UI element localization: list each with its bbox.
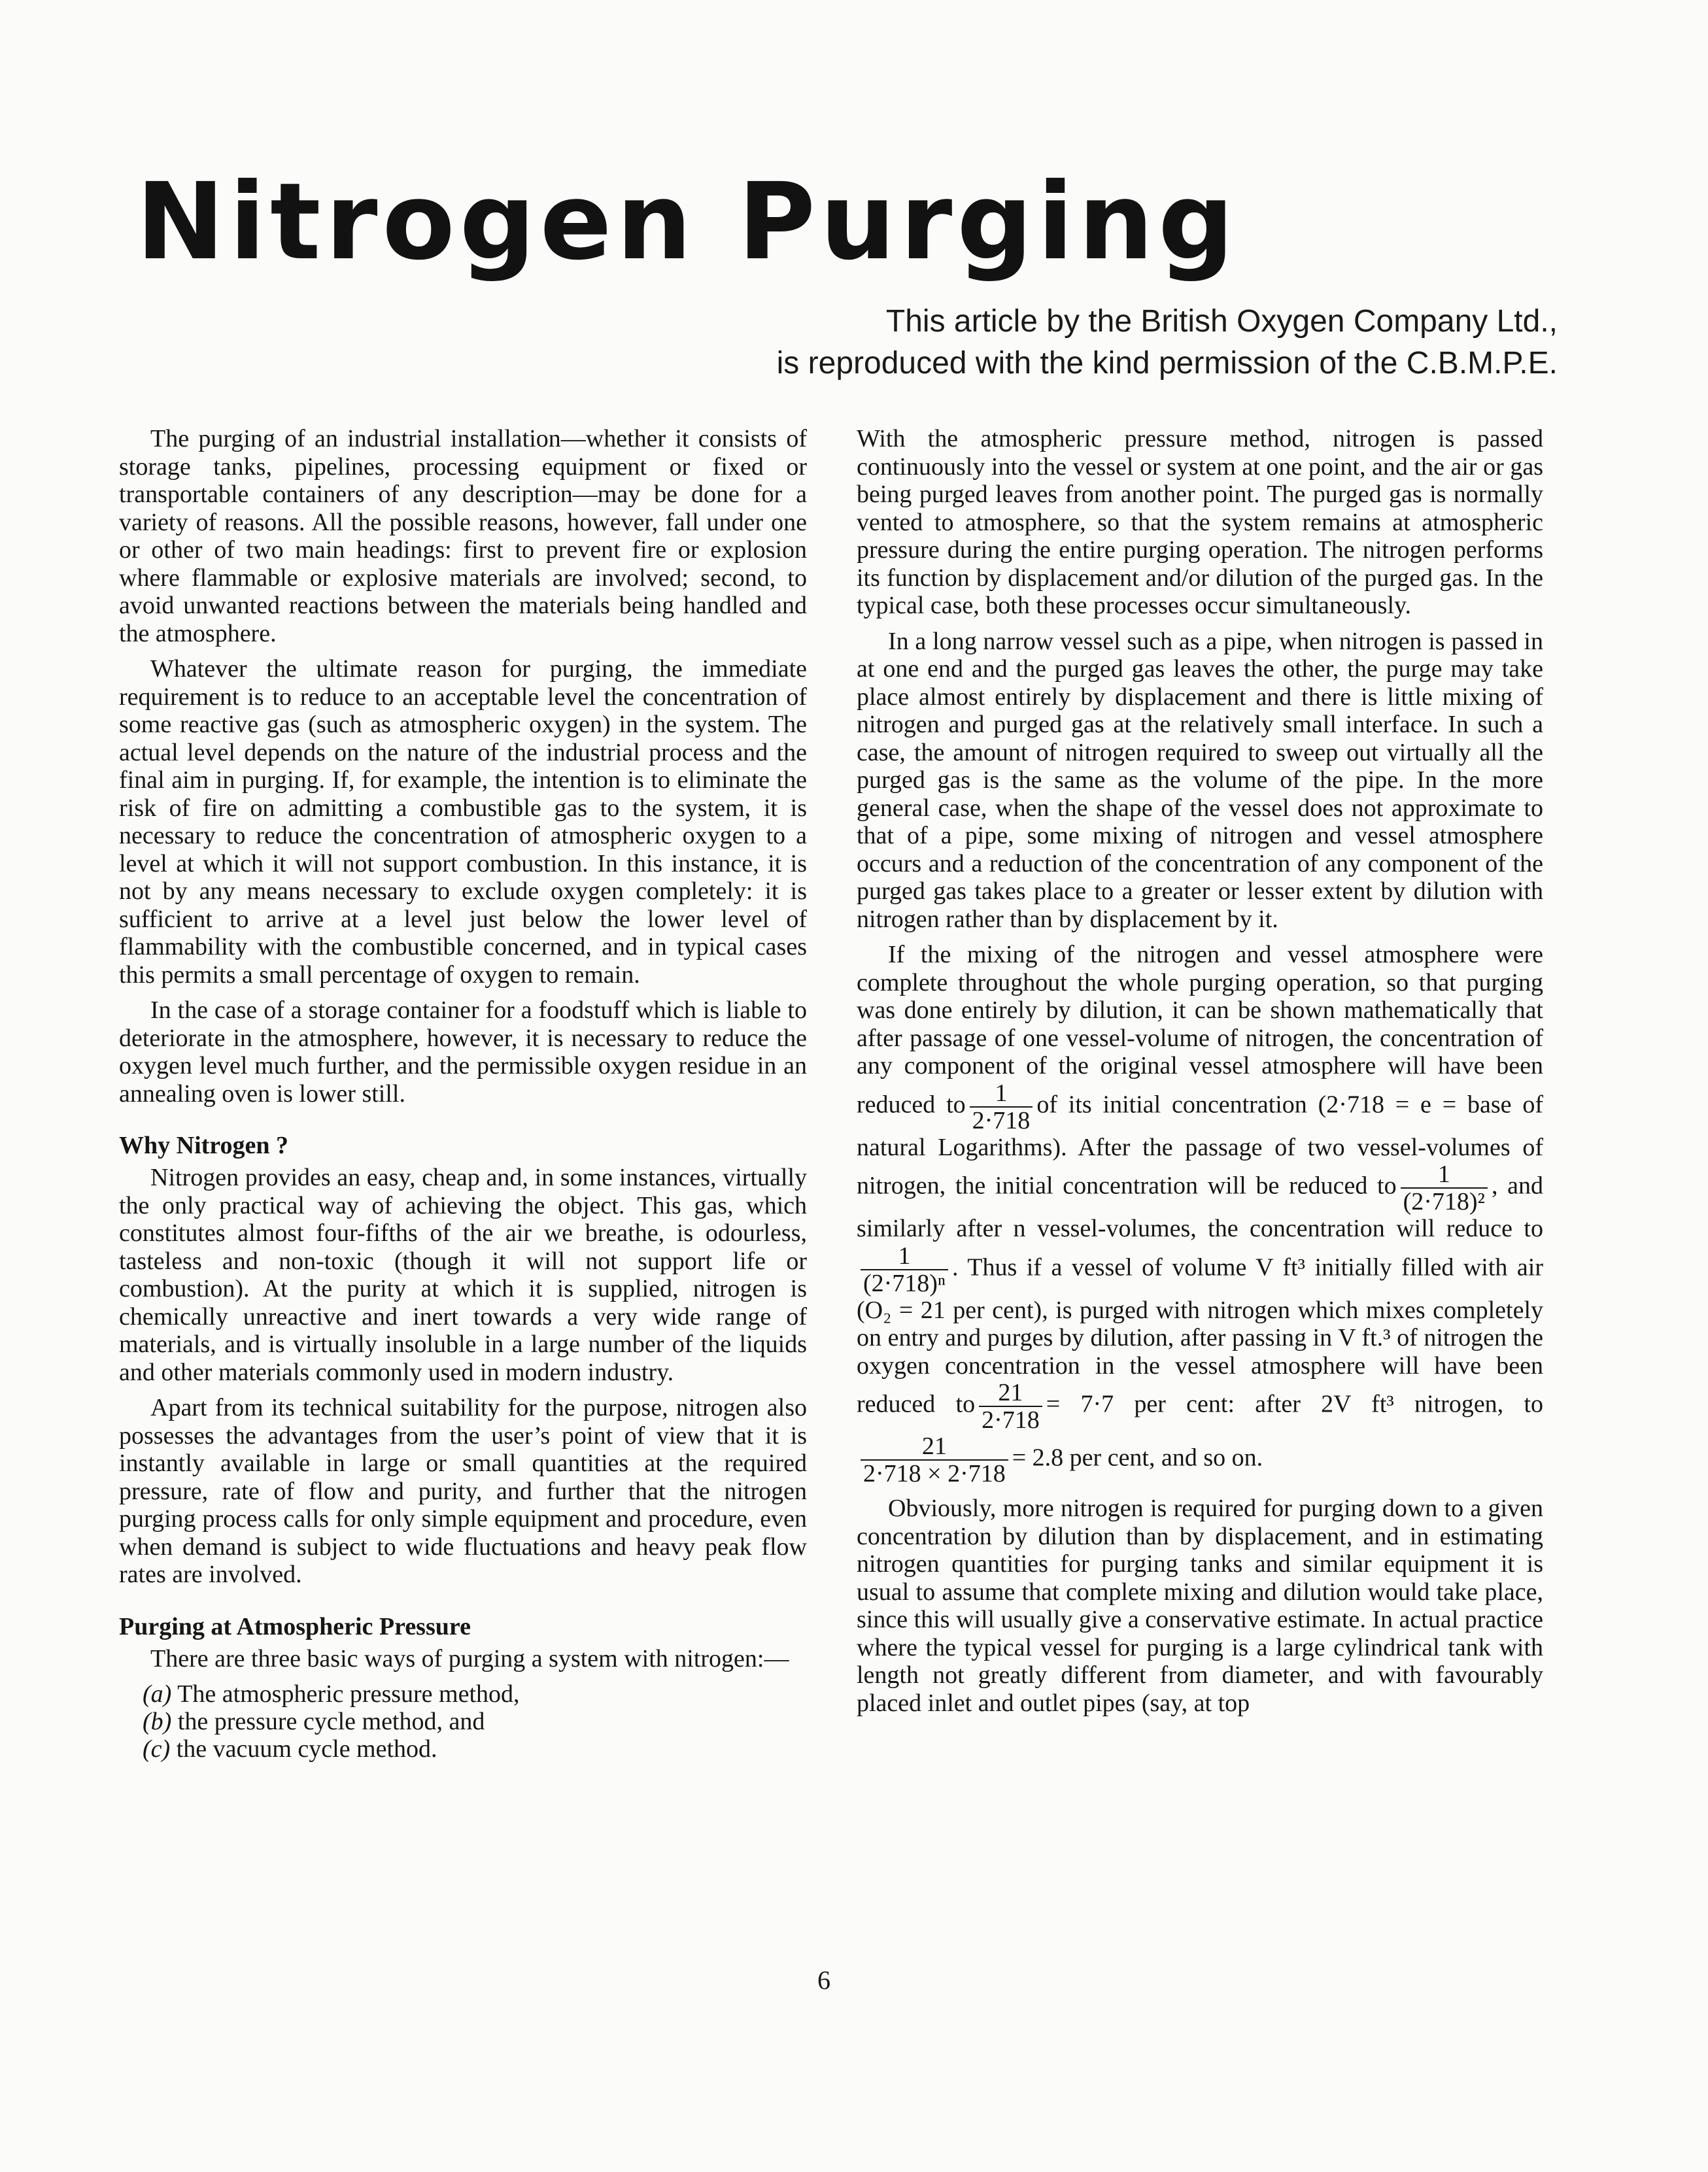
paragraph: Whatever the ultimate reason for purging, the immediate requirement is to reduce to an acceptable level the concentration of some reactive gas (such as atmospheric oxygen) in the system. The actual level depends on the nature of the industrial process and the final aim in purging. If, for example, the intention is to eliminate the risk of fire on admitting a combustible gas to the system, it is necessary to reduce the concentration of atmospheric oxygen to a level at which it will not support combustion. In this instance, it is not by any means necessary to exclude oxygen completely: it is sufficient to arrive at a level just below the lower level of flammability with the combustible concerned, and in typical cases this permits a small percentage of oxygen to remain. <box>119 655 807 989</box>
list-item <box>143 1708 807 1735</box>
fraction <box>970 1080 1033 1134</box>
paragraph: In the case of a storage container for a foodstuff which is liable to deteriorate in the atmosphere, however, it is necessary to reduce the oxygen level much further, and the permissible oxygen residue in an annealing oven is lower still. <box>119 996 807 1108</box>
fraction-numerator: 21 <box>861 1433 1008 1461</box>
fraction <box>1401 1161 1488 1215</box>
fraction-denominator: 2·718 <box>972 1106 1031 1134</box>
credit-line-2: is reproduced with the kind permission of the C.B.M.P.E. <box>776 346 1558 381</box>
list-item <box>143 1735 807 1763</box>
fraction-numerator: 21 <box>979 1380 1042 1407</box>
paragraph: Obviously, more nitrogen is required for purging down to a given concentration by dilution than by displacement, and in estimating nitrogen quantities for purging tanks and similar equipment it is usual to assume that complete mixing and dilution would take place, since this will usually give a conservative estimate. In actual practice where the typical vessel for purging is a large cylindrical tank with length not greatly different from diameter, and with favourably placed inlet and outlet pipes (say, at top <box>857 1495 1543 1717</box>
paragraph: The purging of an industrial installation—whether it consists of storage tanks, pipelines, processing equipment or fixed or transportable containers of any description—may be done for a variety of reasons. All the possible reasons, however, fall under one or other of two main headings: first to prevent fire or explosion where flammable or explosive materials are involved; second, to avoid unwanted reactions between the materials being handled and the atmosphere. <box>119 425 807 647</box>
section-heading-why-nitrogen: Why Nitrogen ? <box>119 1132 288 1159</box>
list-item <box>143 1680 807 1708</box>
article-title: Nitrogen Purging <box>136 161 1239 284</box>
list-marker: (c) <box>143 1735 171 1763</box>
paragraph: Nitrogen provides an easy, cheap and, in some instances, virtually the only practical way of achieving the object. This gas, which constitutes almost four-fifths of the air we breathe, is odourless, tasteless and non-toxic (though it will not support life or combustion). At the purity at which it is supplied, nitrogen is chemically unreactive and inert towards a very wide range of materials, and is virtually insoluble in a large number of the liquids and other materials commonly used in modern industry. <box>119 1164 807 1386</box>
paragraph: There are three basic ways of purging a system with nitrogen:— <box>150 1644 789 1672</box>
method-list <box>119 1680 807 1763</box>
list-item-text: The atmospheric pressure method, <box>171 1680 520 1708</box>
right-column <box>857 425 1543 1725</box>
text-run: = 7·7 per cent: after 2V ft³ nitrogen, to <box>1046 1390 1544 1418</box>
fraction-denominator: (2·718)ⁿ <box>863 1269 946 1297</box>
paragraph: With the atmospheric pressure method, nitrogen is passed continuously into the vessel or system at one point, and the air or gas being purged leaves from another point. The purged gas is normally vented to atmosphere, so that the system remains at atmospheric pressure during the entire purging operation. The nitrogen performs its function by displacement and/or dilution of the purged gas. In the typical case, both these processes occur simultaneously. <box>857 425 1543 619</box>
fraction-denominator: 2·718 <box>982 1406 1040 1434</box>
page-number: 6 <box>817 1965 830 1995</box>
fraction-numerator: 1 <box>861 1243 948 1270</box>
fraction-numerator: 1 <box>970 1080 1033 1108</box>
left-column <box>119 425 807 1763</box>
list-item-text: the pressure cycle method, and <box>171 1708 485 1735</box>
paragraph-dilution-math <box>857 941 1543 1487</box>
paragraph: In a long narrow vessel such as a pipe, when nitrogen is passed in at one end and the purged gas leaves the other, the purge may take place almost entirely by displacement and there is little mixing of nitrogen and purged gas at the relatively small interface. In such a case, the amount of nitrogen required to sweep out virtually all the purged gas is the same as the volume of the pipe. In the more general case, when the shape of the vessel does not approximate to that of a pipe, some mixing of nitrogen and vessel atmosphere occurs and a reduction of the concentration of any component of the purged gas takes place to a greater or lesser extent by dilution with nitrogen rather than by displacement by it. <box>857 627 1543 933</box>
text-run: of its initial concentration (2·718 = e = base of natural Logarithms). After the passage of two vessel-volumes of nitrogen, the initial concentration will be reduced to <box>857 1091 1544 1200</box>
fraction <box>861 1433 1008 1487</box>
list-marker: (b) <box>143 1708 172 1735</box>
text-run: = 2.8 per cent, and so on. <box>1012 1444 1263 1472</box>
fraction-denominator: (2·718)² <box>1403 1188 1485 1215</box>
text-run: , and similarly after n vessel-volumes, the concentration will reduce to <box>857 1172 1543 1242</box>
section-heading-atmospheric-pressure: Purging at Atmospheric Pressure <box>119 1612 471 1640</box>
fraction <box>979 1380 1042 1433</box>
fraction-numerator: 1 <box>1401 1161 1488 1189</box>
text-run: If the mixing of the nitrogen and vessel atmosphere were complete throughout the whole purging operation, so that purging was done entirely by dilution, it can be shown mathematically that after passage of one vessel-volume of nitrogen, the concentration of any component of the original vessel atmosphere will have been reduced to <box>857 941 1543 1119</box>
fraction <box>861 1243 948 1297</box>
list-item-text: the vacuum cycle method. <box>170 1735 437 1763</box>
fraction-denominator: 2·718 × 2·718 <box>863 1460 1006 1487</box>
paragraph: Apart from its technical suitability for the purpose, nitrogen also possesses the advantages from the user’s point of view that it is instantly available in large or small quantities at the required pressure, rate of flow and purity, and further that the nitrogen purging process calls for only simple equipment and procedure, even when demand is subject to wide fluctuations and heavy peak flow rates are involved. <box>119 1394 807 1588</box>
text-run: . Thus if a vessel of volume V ft³ initially filled with air (O₂ = 21 per cent), is purged with nitrogen which mixes completely on entry and purges by dilution, after passing in V ft.³ of nitrogen the oxygen concentration in the vessel atmosphere will have been reduced to <box>857 1253 1543 1418</box>
credit-line-1: This article by the British Oxygen Company Ltd., <box>885 304 1558 339</box>
list-marker: (a) <box>143 1680 172 1708</box>
